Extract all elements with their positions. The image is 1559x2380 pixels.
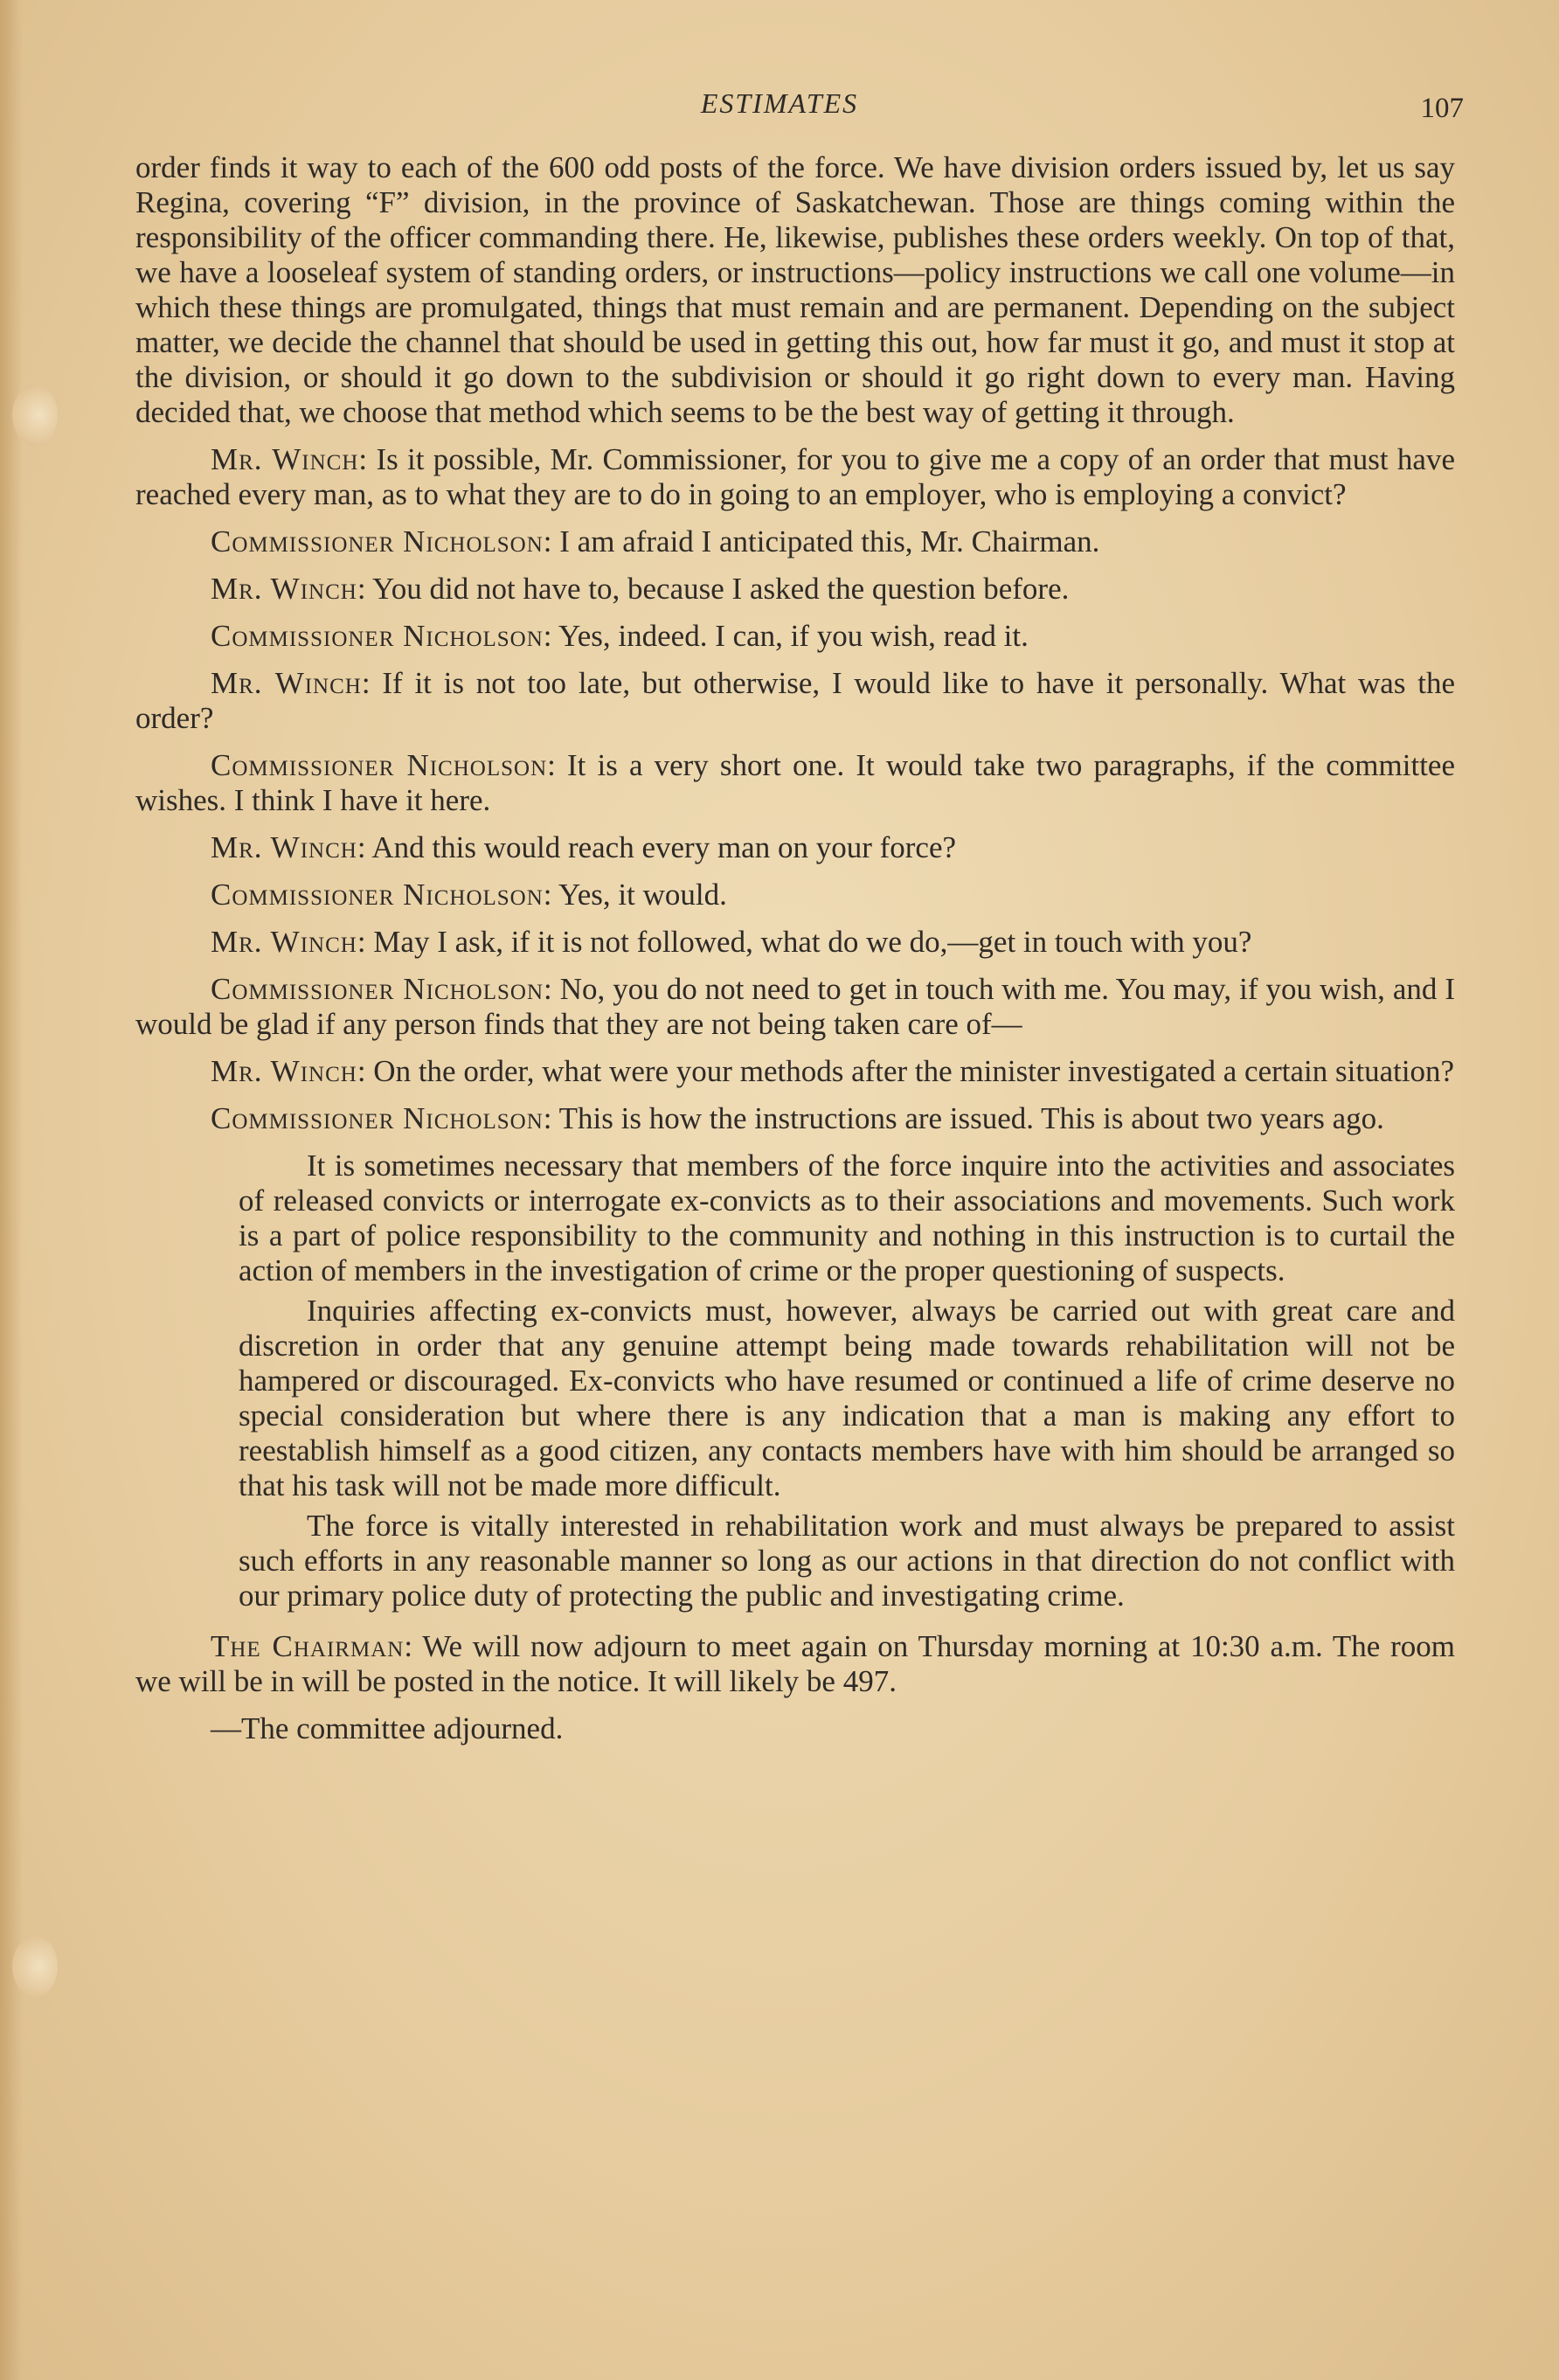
speaker-name: Commissioner Nicholson [211,748,548,782]
exchange-paragraph: Mr. Winch: And this would reach every man on your force? [211,830,957,864]
quoted-order-paragraph: It is sometimes necessary that members of the force inquire into the activities and associates of released convicts or interrogate ex-convicts as to their associations and movements. Such work is a part of police responsibility to the community and nothing in this instruction is to curtail the action of members in the investigation of crime or the proper questioning of suspects. [239,1148,1455,1287]
exchange-paragraph: Commissioner Nicholson: I am afraid I anticipated this, Mr. Chairman. [211,524,1100,559]
exchange-paragraph: Mr. Winch: You did not have to, because I asked the question before. [211,572,1070,606]
page-edge-shadow [0,0,23,2380]
speaker-name: Commissioner Nicholson [211,1101,544,1135]
speech-text: May I ask, if it is not followed, what do we do,—get in touch with you? [373,925,1252,959]
speaker-name: Commissioner Nicholson [211,878,544,912]
exchange-paragraph: Commissioner Nicholson: Yes, indeed. I can, if you wish, read it. [211,619,1029,653]
exchange-paragraph: Mr. Winch: May I ask, if it is not followed, what do we do,—get in touch with you? [211,925,1252,959]
body-text [135,150,1455,1759]
speech-text: Yes, indeed. I can, if you wish, read it. [558,619,1029,653]
speech-text: I am afraid I anticipated this, Mr. Chairman. [559,524,1100,559]
speaker-name: Mr. Winch [211,442,359,476]
speaker-name: Mr. Winch [211,925,357,959]
speech-text: And this would reach every man on your force? [371,830,957,864]
speech-text: If it is not too late, but otherwise, I would like to have it personally. What was the order? [135,666,1455,735]
speech-text: No, you do not need to get in touch with me. You may, if you wish, and I would be glad if any person finds that they are not being taken care of— [135,972,1455,1041]
exchange-paragraph: Commissioner Nicholson: This is how the instructions are issued. This is about two years ago. [211,1101,1384,1135]
exchange-paragraph: Mr. Winch: Is it possible, Mr. Commissioner, for you to give me a copy of an order that must have reached every man, as to what they are to do in going to an employer, who is employing a convict? [135,442,1455,511]
speaker-name: The Chairman [211,1629,405,1663]
opening-paragraph: order finds it way to each of the 600 odd posts of the force. We have division orders issued by, let us say Regina, covering “F” division, in the province of Saskatchewan. Those are things coming within the responsibility of the officer commanding there. He, likewise, publishes these orders weekly. On top of that, we have a looseleaf system of standing orders, or instructions—policy instructions we call one volume—in which these things are promulgated, things that must remain and are permanent. Depending on the subject matter, we decide the channel that should be used in getting this out, how far must it go, and must it stop at the division, or should it go down to the subdivision or should it go right down to every man. Having decided that, we choose that method which seems to be the best way of getting it through. [135,150,1455,429]
punch-hole-bottom [12,1936,58,1997]
speech-text: This is how the instructions are issued. This is about two years ago. [558,1101,1384,1135]
quoted-order-paragraph: Inquiries affecting ex-convicts must, however, always be carried out with great care and discretion in order that any genuine attempt being made towards rehabilitation will not be hampered or discouraged. Ex-convicts who have resumed or continued a life of crime deserve no special consideration but where there is any indication that a man is making any effort to reestablish himself as a good citizen, any contacts members have with him should be arranged so that his task will not be made more difficult. [239,1294,1455,1502]
speech-text: We will now adjourn to meet again on Thursday morning at 10:30 a.m. The room we will be in will be posted in the notice. It will likely be 497. [135,1629,1456,1698]
punch-hole-top [12,385,58,446]
speaker-name: Mr. Winch [211,572,357,606]
speaker-name: Mr. Winch [211,830,357,864]
speech-text: You did not have to, because I asked the question before. [372,572,1070,606]
speech-text: It is a very short one. It would take two paragraphs, if the committee wishes. I think I have it here. [135,748,1455,817]
speaker-name: Mr. Winch [211,666,362,700]
chairman-paragraph: The Chairman: We will now adjourn to meet again on Thursday morning at 10:30 a.m. The room we will be in will be posted in the notice. It will likely be 497. [135,1629,1456,1698]
speech-text: Is it possible, Mr. Commissioner, for you to give me a copy of an order that must have reached every man, as to what they are to do in going to an employer, who is employing a convict? [135,442,1455,511]
running-header: ESTIMATES [700,87,859,119]
speech-text: On the order, what were your methods after the minister investigated a certain situation? [373,1054,1455,1088]
quoted-order [239,1148,1455,1613]
speaker-name: Commissioner Nicholson [211,524,544,559]
page-number: 107 [1420,93,1464,124]
exchange-paragraph: Mr. Winch: On the order, what were your methods after the minister investigated a certain situation? [211,1054,1455,1088]
exchange-paragraph: Commissioner Nicholson: It is a very short one. It would take two paragraphs, if the committee wishes. I think I have it here. [135,748,1455,817]
exchange-paragraph: Mr. Winch: If it is not too late, but otherwise, I would like to have it personally. What was the order? [135,666,1455,735]
exchange-paragraph: Commissioner Nicholson: No, you do not need to get in touch with me. You may, if you wish, and I would be glad if any person finds that they are not being taken care of— [135,972,1455,1041]
speaker-name: Commissioner Nicholson [211,619,544,653]
speaker-name: Mr. Winch [211,1054,357,1088]
speech-text: Yes, it would. [558,878,727,912]
quoted-order-paragraph: The force is vitally interested in rehabilitation work and must always be prepared to assist such efforts in any reasonable manner so long as our actions in that direction do not conflict with our primary police duty of protecting the public and investigating crime. [239,1509,1455,1613]
exchange-paragraph: Commissioner Nicholson: Yes, it would. [211,878,727,912]
speaker-name: Commissioner Nicholson [211,972,544,1006]
closing-line: —The committee adjourned. [211,1711,564,1745]
